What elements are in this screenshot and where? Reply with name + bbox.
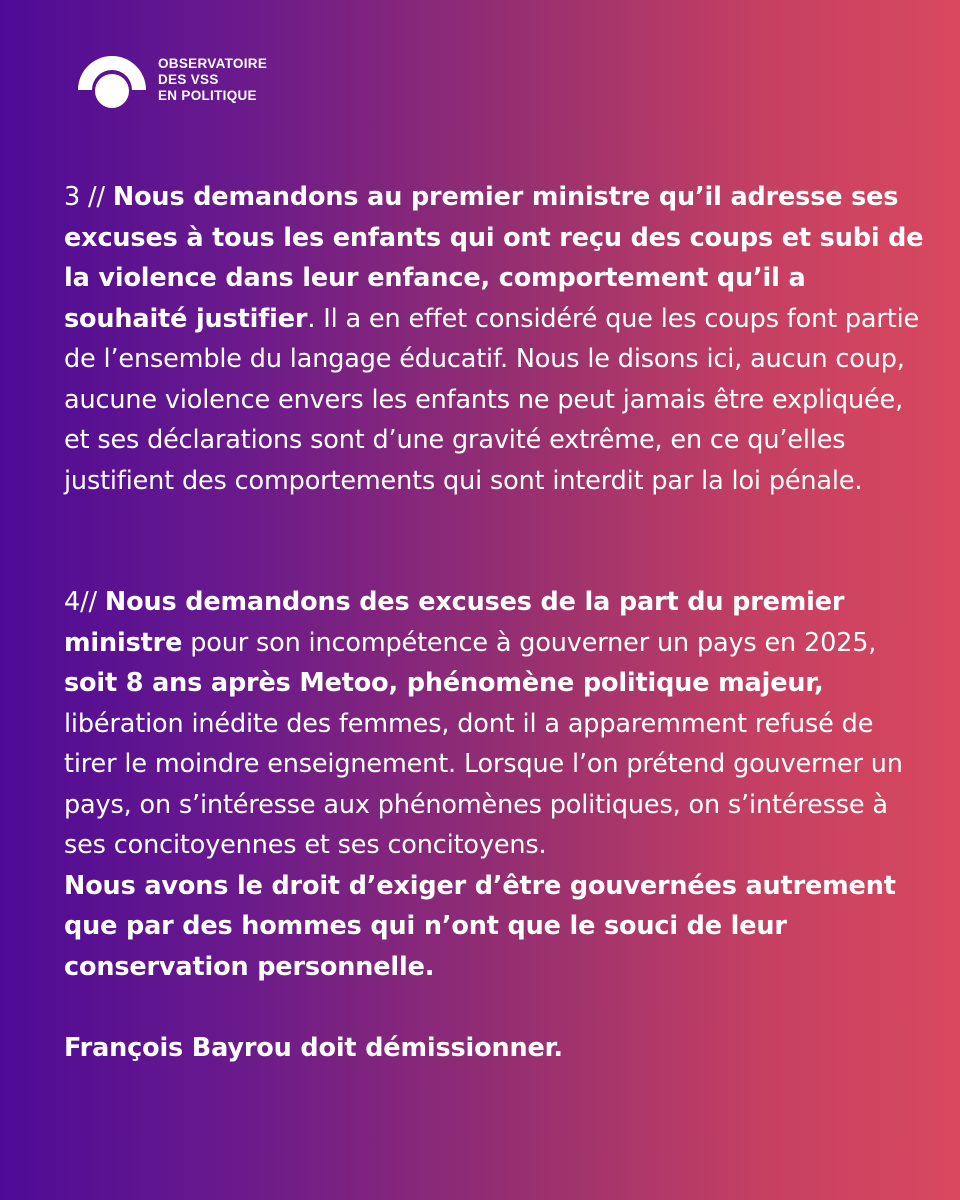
half-sun-icon [74,52,150,112]
paragraph-point-4 [64,582,924,866]
logo-text [158,56,267,104]
point-4-text-1: pour son incompétence à gouverner un pays en 2025, [182,627,877,658]
point-4-text-2: libération inédite des femmes, dont il a apparemment refusé de tirer le moindre enseignement. Lorsque l’on prétend gouverner un pays, on s’intéresse aux phénomènes politiques, on s’intéresse à ses concitoyennes et ses concitoyens. [64,708,903,860]
logo-line-1: OBSERVATOIRE [158,56,268,71]
organization-logo [74,52,267,112]
conclusion-text: François Bayrou doit démissionner. [64,1032,563,1063]
paragraph-conclusion [64,1028,924,1069]
paragraph-spacer [64,987,924,1028]
paragraph-spacer [64,501,924,582]
statement-text: Nous avons le droit d’exiger d’être gouvernées autrement que par des hommes qui n’ont que le souci de leur conservation personnelle. [64,870,896,982]
point-3-explanation: . Il a en effet considéré que les coups font partie de l’ensemble du langage éducatif. Nous le disons ici, aucun coup, aucune violence envers les enfants ne peut jamais être expliquée, et ses déclarations sont d’une gravité extrême, en ce qu’elles justifient des comportements qui sont interdit par la loi pénale. [64,303,920,496]
point-4-metoo: soit 8 ans après Metoo, phénomène politique majeur, [64,668,824,698]
paragraph-point-3 [64,177,924,501]
point-3-number: 3 // [64,182,113,212]
logo-line-3: EN POLITIQUE [158,88,257,103]
statement-body [64,177,924,1068]
point-3-demand: Nous demandons au premier ministre qu’il adresse ses excuses à tous les enfants qui ont reçu des coups et subi de la violence dans leur enfance, comportement qu’il a souhaité justifier [64,182,924,334]
paragraph-statement [64,866,924,988]
point-4-demand: Nous demandons des excuses de la part du premier ministre [64,587,845,658]
point-4-number: 4// [64,587,105,617]
logo-line-2: DES VSS [158,72,219,87]
